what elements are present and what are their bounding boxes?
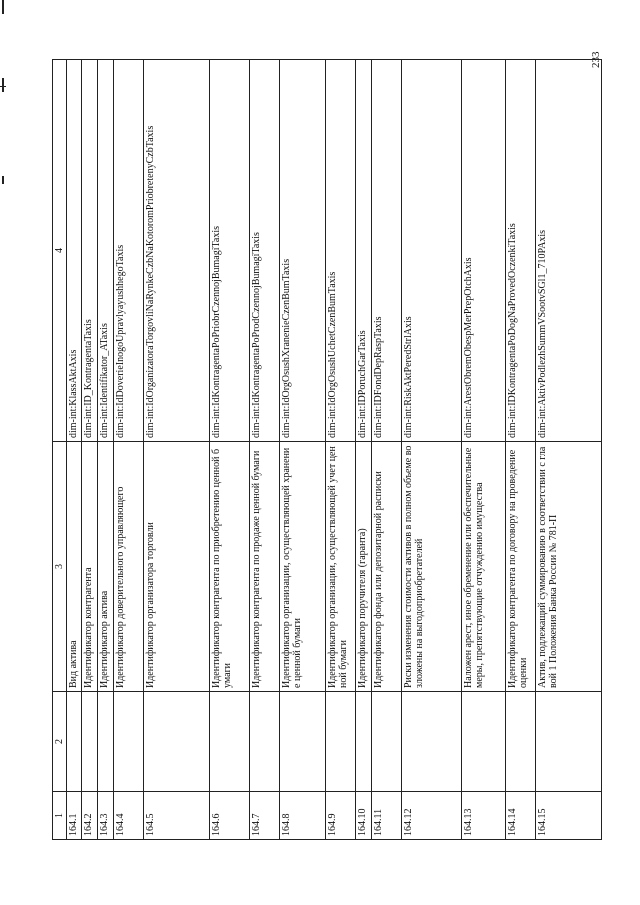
row-code: dim-int:IdKontragentaPoPriobrCzennojBumagiTaxis <box>210 60 250 442</box>
row-name: Риски изменения стоимости активов в полном объеме возложены на выгодоприобретателей <box>402 442 462 692</box>
row-number: 164.4 <box>114 792 144 840</box>
table-row <box>114 60 144 840</box>
row-code: dim-int:ID_KontragentaTaxis <box>82 60 98 442</box>
row-number: 164.11 <box>372 792 402 840</box>
row-col2 <box>326 692 356 792</box>
table-row <box>67 60 82 840</box>
row-name: Актив, подлежащий суммированию в соответствии с главой 1 Положения Банка России № 781-П <box>536 442 602 692</box>
row-code: dim-int:IDPoruchGarTaxis <box>356 60 372 442</box>
row-number: 164.15 <box>536 792 602 840</box>
row-number: 164.6 <box>210 792 250 840</box>
column-header: 2 <box>53 692 67 792</box>
row-col2 <box>402 692 462 792</box>
row-col2 <box>280 692 326 792</box>
scan-mark <box>2 78 4 92</box>
row-name: Идентификатор контрагента по договору на проведение оценки <box>506 442 536 692</box>
row-number: 164.10 <box>356 792 372 840</box>
row-code: dim-int:IdKontragentaPoProdCzennojBumagiTaxis <box>250 60 280 442</box>
row-code: dim-int:IDFondDepRaspTaxis <box>372 60 402 442</box>
row-col2 <box>462 692 506 792</box>
row-code: dim-int:ArestObremObespMerPrepOtchAxis <box>462 60 506 442</box>
row-code: dim-int:IdOrgOsushXranenieCzenBumTaxis <box>280 60 326 442</box>
scan-mark <box>2 0 4 14</box>
page-number: 233 <box>590 51 602 68</box>
row-code: dim-int:IdDoverieInogoUpravlyayushhegoTaxis <box>114 60 144 442</box>
row-number: 164.12 <box>402 792 462 840</box>
table-row <box>210 60 250 840</box>
row-col2 <box>372 692 402 792</box>
indicator-table <box>52 59 602 840</box>
table-row <box>144 60 210 840</box>
row-number: 164.8 <box>280 792 326 840</box>
row-number: 164.9 <box>326 792 356 840</box>
row-code: dim-int:IdOrganizatoraTorgovliNaRynkeCzbNaKotoromPriobretenyCzbTaxis <box>144 60 210 442</box>
row-name: Вид актива <box>67 442 82 692</box>
row-code: dim-int:Identifikator_ATaxis <box>98 60 114 442</box>
row-name: Наложен арест, иное обременение или обеспечительные меры, препятствующие отчуждению имущества <box>462 442 506 692</box>
row-name: Идентификатор контрагента <box>82 442 98 692</box>
row-name: Идентификатор фонда или депозитарной расписки <box>372 442 402 692</box>
row-number: 164.1 <box>67 792 82 840</box>
table-row <box>536 60 602 840</box>
table-row <box>462 60 506 840</box>
row-col2 <box>82 692 98 792</box>
table-row <box>356 60 372 840</box>
column-header: 1 <box>53 792 67 840</box>
row-col2 <box>250 692 280 792</box>
row-name: Идентификатор контрагента по продаже ценной бумаги <box>250 442 280 692</box>
row-code: dim-int:RiskAktPeredStrlAxis <box>402 60 462 442</box>
row-name: Идентификатор организации, осуществляющей учет ценной бумаги <box>326 442 356 692</box>
row-col2 <box>144 692 210 792</box>
row-number: 164.13 <box>462 792 506 840</box>
row-name: Идентификатор актива <box>98 442 114 692</box>
table-row <box>402 60 462 840</box>
row-number: 164.5 <box>144 792 210 840</box>
table-row <box>280 60 326 840</box>
row-name: Идентификатор контрагента по приобретению ценной бумаги <box>210 442 250 692</box>
table-row <box>372 60 402 840</box>
table-row <box>98 60 114 840</box>
row-col2 <box>210 692 250 792</box>
table-row <box>82 60 98 840</box>
row-code: dim-int:IDKontragentaPoDogNaProvedOczenkiTaxis <box>506 60 536 442</box>
row-col2 <box>536 692 602 792</box>
table-row <box>326 60 356 840</box>
column-header: 4 <box>53 60 67 442</box>
row-number: 164.14 <box>506 792 536 840</box>
column-header: 3 <box>53 442 67 692</box>
row-col2 <box>356 692 372 792</box>
table-row <box>506 60 536 840</box>
row-col2 <box>67 692 82 792</box>
table-row <box>250 60 280 840</box>
scan-mark <box>2 176 4 184</box>
row-col2 <box>98 692 114 792</box>
row-name: Идентификатор организации, осуществляющей хранение ценной бумаги <box>280 442 326 692</box>
rotated-table <box>52 60 592 840</box>
row-name: Идентификатор доверительного управляющего <box>114 442 144 692</box>
row-col2 <box>506 692 536 792</box>
row-code: dim-int:KlassAktAxis <box>67 60 82 442</box>
row-name: Идентификатор поручителя (гаранта) <box>356 442 372 692</box>
row-code: dim-int:AktivPodlezhSummVSootvSGl1_710PAxis <box>536 60 602 442</box>
row-number: 164.2 <box>82 792 98 840</box>
row-name: Идентификатор организатора торговли <box>144 442 210 692</box>
row-col2 <box>114 692 144 792</box>
header-row <box>53 60 67 840</box>
scan-mark <box>0 86 6 87</box>
row-number: 164.3 <box>98 792 114 840</box>
row-code: dim-int:IdOrgOsushUchetCzenBumTaxis <box>326 60 356 442</box>
row-number: 164.7 <box>250 792 280 840</box>
